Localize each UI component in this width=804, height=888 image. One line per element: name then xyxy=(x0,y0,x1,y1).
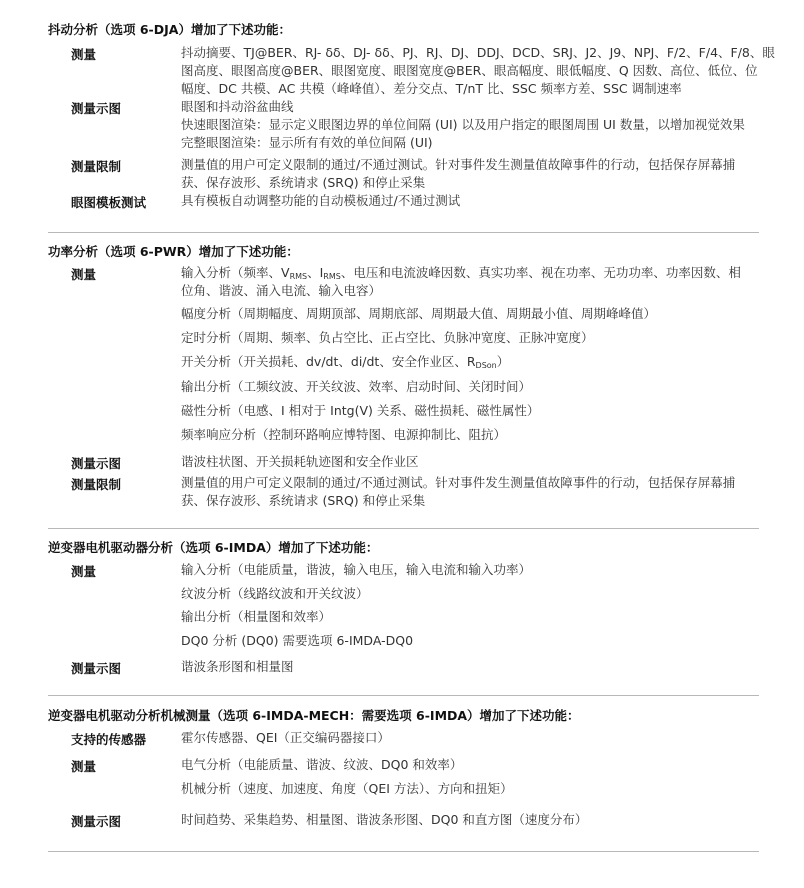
section-title-dja: 抖动分析（选项 6-DJA）增加了下述功能： xyxy=(48,22,291,37)
row-label-pwr-measurement: 测量 xyxy=(71,267,97,282)
row-text-pwr-magnetic: 磁性分析（电感、I 相对于 Intg(V) 关系、磁性损耗、磁性属性） xyxy=(181,403,540,418)
row-text-pwr-display: 谐波柱状图、开关损耗轨迹图和安全作业区 xyxy=(181,454,419,469)
row-text-pwr-limits-2: 获、保存波形、系统请求 (SRQ) 和停止采集 xyxy=(181,493,426,508)
section-divider xyxy=(48,851,759,852)
row-text-imda-dq0: DQ0 分析 (DQ0) 需要选项 6-IMDA-DQ0 xyxy=(181,633,414,648)
row-text-pwr-freq-response: 频率响应分析（控制环路响应博特图、电源抑制比、阻抗） xyxy=(181,427,507,442)
row-text-dja-limits-1: 测量值的用户可定义限制的通过/不通过测试。针对事件发生测量值故障事件的行动，包括保存屏幕捕 xyxy=(181,157,736,172)
row-label-mech-display: 测量示图 xyxy=(71,814,122,829)
row-label-dja-limits: 测量限制 xyxy=(71,159,122,174)
section-divider xyxy=(48,232,759,233)
row-label-dja-mask-test: 眼图模板测试 xyxy=(71,195,147,210)
row-text-dja-mask-test-1: 具有模板自动调整功能的自动模板通过/不通过测试 xyxy=(181,193,461,208)
row-text-mech-display: 时间趋势、采集趋势、相量图、谐波条形图、DQ0 和直方图（速度分布） xyxy=(181,812,588,827)
row-text-dja-display-3: 完整眼图渲染：显示所有有效的单位间隔 (UI) xyxy=(181,135,433,150)
row-label-pwr-display: 测量示图 xyxy=(71,456,122,471)
row-text-pwr-output: 输出分析（工频纹波、开关纹波、效率、启动时间、关闭时间） xyxy=(181,379,532,394)
row-label-dja-display: 测量示图 xyxy=(71,101,122,116)
section-title-imda: 逆变器电机驱动器分析（选项 6-IMDA）增加了下述功能： xyxy=(48,540,379,555)
row-text-dja-measurement-3: 幅度、DC 共模、AC 共模（峰峰值）、差分交点、T/nT 比、SSC 频率方差、SSC 调制速率 xyxy=(181,81,682,96)
row-text-pwr-input-analysis-cont: 位角、谐波、涌入电流、输入电容） xyxy=(181,283,382,298)
row-text-dja-display-1: 眼图和抖动浴盆曲线 xyxy=(181,99,294,114)
row-label-mech-sensors: 支持的传感器 xyxy=(71,732,147,747)
row-text-mech-electrical: 电气分析（电能质量、谐波、纹波、DQ0 和效率） xyxy=(181,757,463,772)
row-text-mech-sensors: 霍尔传感器、QEI（正交编码器接口） xyxy=(181,730,390,745)
row-text-imda-output: 输出分析（相量图和效率） xyxy=(181,609,332,624)
row-text-pwr-input-analysis: 输入分析（频率、$V_{RMS}$、$I_{RMS}$、电压和电流波峰因数、真实功率、视在功率、无功功率、功率因数、相 xyxy=(181,265,741,281)
row-text-dja-measurement-1: 抖动摘要、TJ@BER、RJ- δδ、DJ- δδ、PJ、RJ、DJ、DDJ、DCD、SRJ、J2、J9、NPJ、F/2、F/4、F/8、眼 xyxy=(181,45,775,60)
row-text-dja-display-2: 快速眼图渲染：显示定义眼图边界的单位间隔 (UI) 以及用户指定的眼图周围 UI 数量，以增加视觉效果 xyxy=(181,117,745,132)
row-text-dja-limits-2: 获、保存波形、系统请求 (SRQ) 和停止采集 xyxy=(181,175,426,190)
row-text-pwr-limits-1: 测量值的用户可定义限制的通过/不通过测试。针对事件发生测量值故障事件的行动，包括保存屏幕捕 xyxy=(181,475,736,490)
section-title-imda-mech: 逆变器电机驱动分析机械测量（选项 6-IMDA-MECH：需要选项 6-IMDA）增加了下述功能： xyxy=(48,708,580,723)
row-label-pwr-limits: 测量限制 xyxy=(71,477,122,492)
row-text-pwr-timing: 定时分析（周期、频率、负占空比、正占空比、负脉冲宽度、正脉冲宽度） xyxy=(181,330,594,345)
section-divider xyxy=(48,528,759,529)
section-divider xyxy=(48,695,759,696)
row-label-mech-measurement: 测量 xyxy=(71,759,97,774)
row-text-imda-ripple: 纹波分析（线路纹波和开关纹波） xyxy=(181,586,369,601)
row-text-dja-measurement-2: 图高度、眼图高度@BER、眼图宽度、眼图宽度@BER、眼高幅度、眼低幅度、Q 因数、高位、低位、位 xyxy=(181,63,758,78)
row-text-pwr-amplitude: 幅度分析（周期幅度、周期顶部、周期底部、周期最大值、周期最小值、周期峰峰值） xyxy=(181,306,657,321)
row-text-imda-input: 输入分析（电能质量，谐波，输入电压，输入电流和输入功率） xyxy=(181,562,532,577)
row-label-imda-measurement: 测量 xyxy=(71,564,97,579)
row-label-imda-display: 测量示图 xyxy=(71,661,122,676)
row-text-imda-display: 谐波条形图和相量图 xyxy=(181,659,294,674)
row-text-mech-mechanical: 机械分析（速度、加速度、角度（QEI 方法）、方向和扭矩） xyxy=(181,781,513,796)
row-text-pwr-switching: 开关分析（开关损耗、dv/dt、di/dt、安全作业区、$R_{DSon}$） xyxy=(181,354,510,370)
row-label-dja-measurement: 测量 xyxy=(71,47,97,62)
section-title-pwr: 功率分析（选项 6-PWR）增加了下述功能： xyxy=(48,244,299,259)
